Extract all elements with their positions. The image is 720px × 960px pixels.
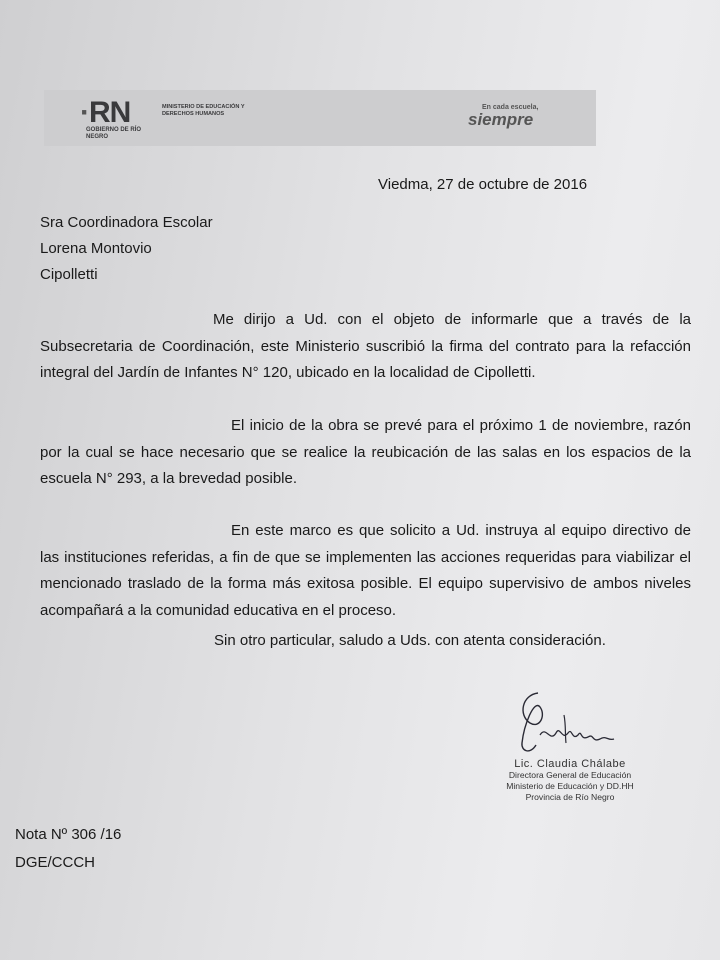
recipient-city: Cipolletti bbox=[40, 266, 98, 283]
letter-date: Viedma, 27 de octubre de 2016 bbox=[378, 176, 588, 193]
letterhead bbox=[44, 90, 596, 146]
government-name: GOBIERNO DE RÍO NEGRO bbox=[86, 127, 142, 140]
handwritten-signature bbox=[510, 685, 620, 760]
signature-block bbox=[480, 758, 660, 803]
body-paragraph-2: El inicio de la obra se prevé para el próximo 1 de noviembre, razón por la cual se hace necesario que se realice la reubicación de las salas en los espacios de la escuela N° 293, a la brevedad posible. bbox=[40, 417, 691, 487]
reference-code: DGE/CCCH bbox=[15, 854, 96, 871]
ministry-name: MINISTERIO DE EDUCACIÓN Y DERECHOS HUMANOS bbox=[162, 104, 245, 117]
closing-line: Sin otro particular, saludo a Uds. con atenta consideración. bbox=[214, 632, 606, 649]
body-paragraph-1: Me dirijo a Ud. con el objeto de informarle que a través de la Subsecretaria de Coordinación, este Ministerio suscribió la firma del contrato para la refacción integral del Jardín de Infantes N° 120, ubicado en la localidad de Cipolletti. bbox=[40, 311, 691, 381]
slogan-small: En cada escuela, bbox=[482, 104, 539, 111]
signatory-role: Directora General de Educación bbox=[508, 770, 632, 780]
signatory-ministry: Ministerio de Educación y DD.HH bbox=[506, 781, 634, 791]
rn-logo: ·RN bbox=[80, 96, 131, 129]
signatory-province: Provincia de Río Negro bbox=[525, 792, 615, 802]
recipient-name: Lorena Montovio bbox=[40, 240, 152, 257]
signatory-name: Lic. Claudia Chálabe bbox=[514, 758, 626, 770]
recipient-title: Sra Coordinadora Escolar bbox=[40, 214, 213, 231]
slogan-big: siempre bbox=[468, 110, 534, 129]
body-paragraph-3: En este marco es que solicito a Ud. instruya al equipo directivo de las instituciones referidas, a fin de que se implementen las acciones requeridas para viabilizar el mencionado traslado de la forma más exitosa posible. El equipo supervisivo de ambos niveles acompañará a la comunidad educativa en el proceso. bbox=[40, 522, 691, 619]
note-number: Nota Nº 306 /16 bbox=[15, 826, 122, 843]
